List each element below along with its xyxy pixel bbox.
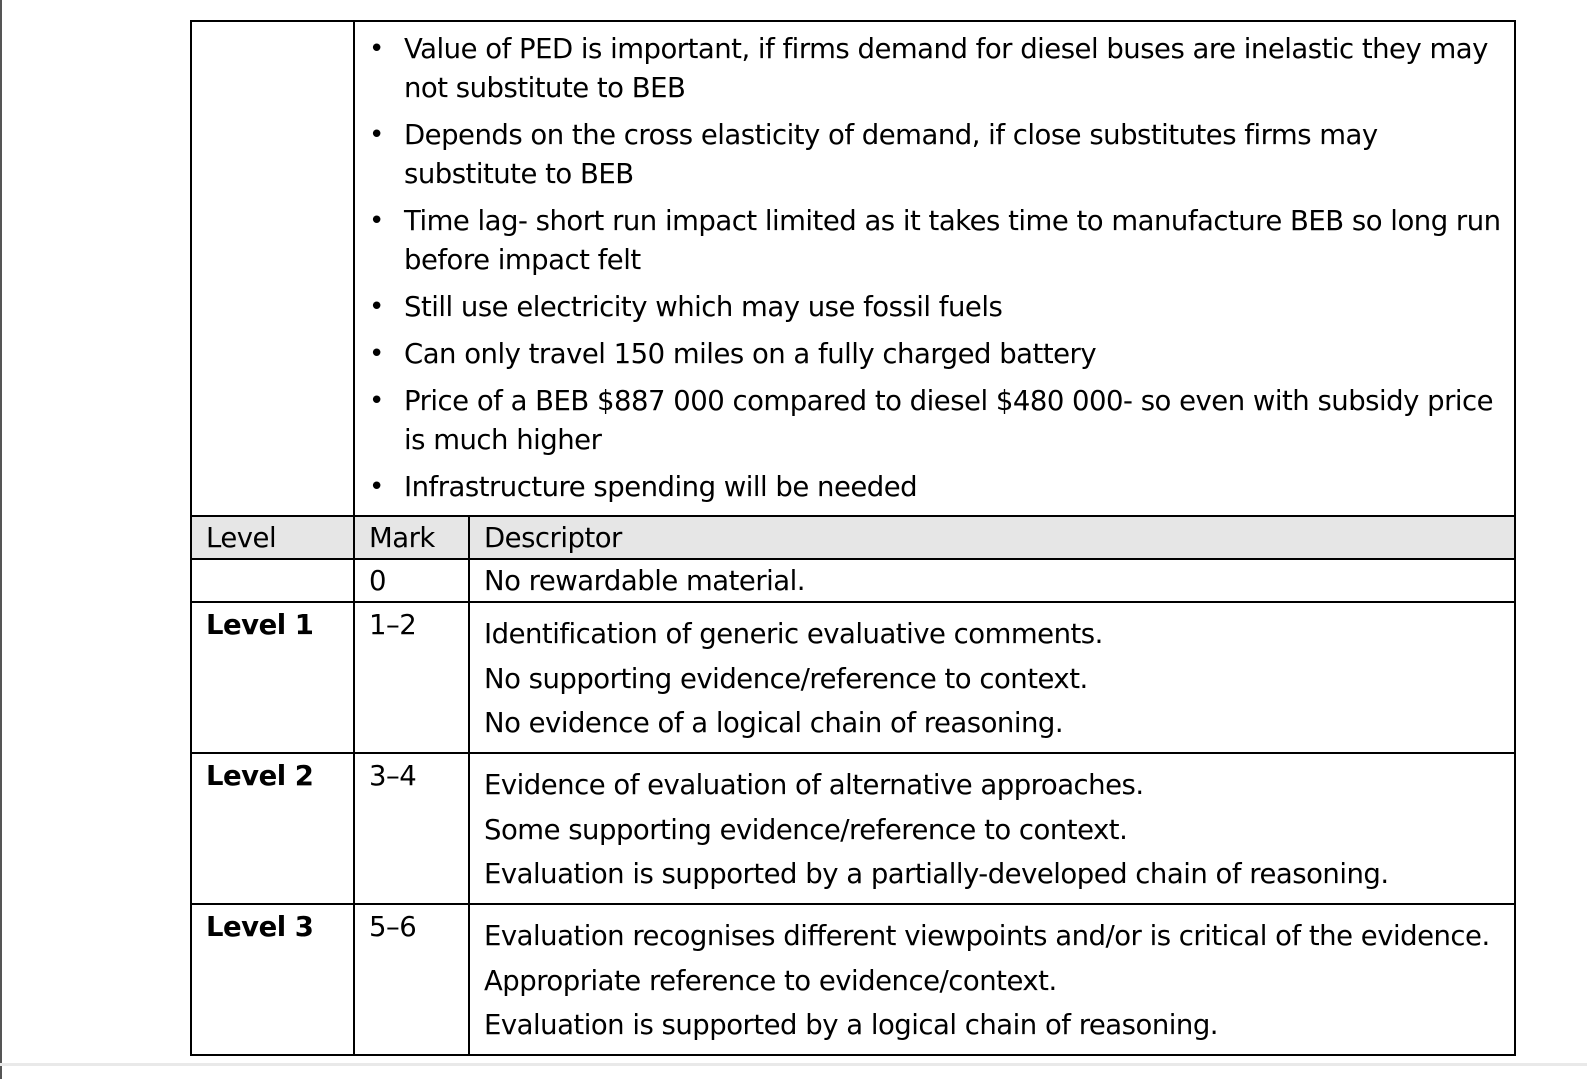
descriptor-header: Descriptor [469,516,1515,559]
level-header: Level [191,516,354,559]
descriptor-line: No evidence of a logical chain of reasoning. [484,707,1064,739]
evaluation-point: • Value of PED is important, if firms demand for diesel buses are inelastic they may not substitute to BEB [367,30,1506,108]
level-row-0 [191,559,1515,602]
evaluation-point: • Still use electricity which may use fossil fuels [367,288,1506,327]
evaluation-points-row [191,21,1515,516]
bullet-icon: • [369,120,384,150]
evaluation-point: • Depends on the cross elasticity of demand, if close substitutes firms may substitute to BEB [367,116,1506,194]
empty-label-cell [191,21,354,516]
descriptor-line: Evaluation recognises different viewpoints and/or is critical of the evidence. [484,920,1490,952]
level-row-2 [191,753,1515,904]
descriptor-line: Identification of generic evaluative comments. [484,618,1103,650]
bullet-icon: • [369,292,384,322]
evaluation-point: • Time lag- short run impact limited as it takes time to manufacture BEB so long run before impact felt [367,202,1506,280]
level-cell [191,559,354,602]
level-row-1 [191,602,1515,753]
bullet-icon: • [369,339,384,369]
level-cell: Level 1 [191,602,354,753]
mark-cell: 0 [354,559,469,602]
level-row-3 [191,904,1515,1055]
descriptor-line: Evaluation is supported by a partially-developed chain of reasoning. [484,858,1389,890]
evaluation-point: • Infrastructure spending will be needed [367,468,1506,507]
descriptor-cell [469,904,1515,1055]
bullet-icon: • [369,472,384,502]
bullet-icon: • [369,386,384,416]
descriptor-cell [469,753,1515,904]
level-cell: Level 3 [191,904,354,1055]
evaluation-points-cell [354,21,1515,516]
evaluation-points-list [355,22,1514,515]
mark-header: Mark [354,516,469,559]
descriptor-line: Evidence of evaluation of alternative approaches. [484,769,1144,801]
descriptor-line: Evaluation is supported by a logical chain of reasoning. [484,1009,1219,1041]
descriptor-line: No supporting evidence/reference to context. [484,662,1088,695]
descriptor-cell [469,602,1515,753]
mark-scheme-table [190,20,1516,1056]
descriptor-cell: No rewardable material. [469,559,1515,602]
bullet-icon: • [369,206,384,236]
descriptor-line: Some supporting evidence/reference to context. [484,813,1128,846]
mark-cell: 3–4 [354,753,469,904]
page-bottom-rule [0,1063,1587,1066]
evaluation-point: • Price of a BEB $887 000 compared to diesel $480 000- so even with subsidy price is much higher [367,382,1506,460]
level-cell: Level 2 [191,753,354,904]
mark-cell: 1–2 [354,602,469,753]
mark-cell: 5–6 [354,904,469,1055]
evaluation-point: • Can only travel 150 miles on a fully charged battery [367,335,1506,374]
levels-header-row [191,516,1515,559]
descriptor-line: Appropriate reference to evidence/context. [484,964,1057,997]
page-edge-rule [0,0,2,1079]
bullet-icon: • [369,34,384,64]
